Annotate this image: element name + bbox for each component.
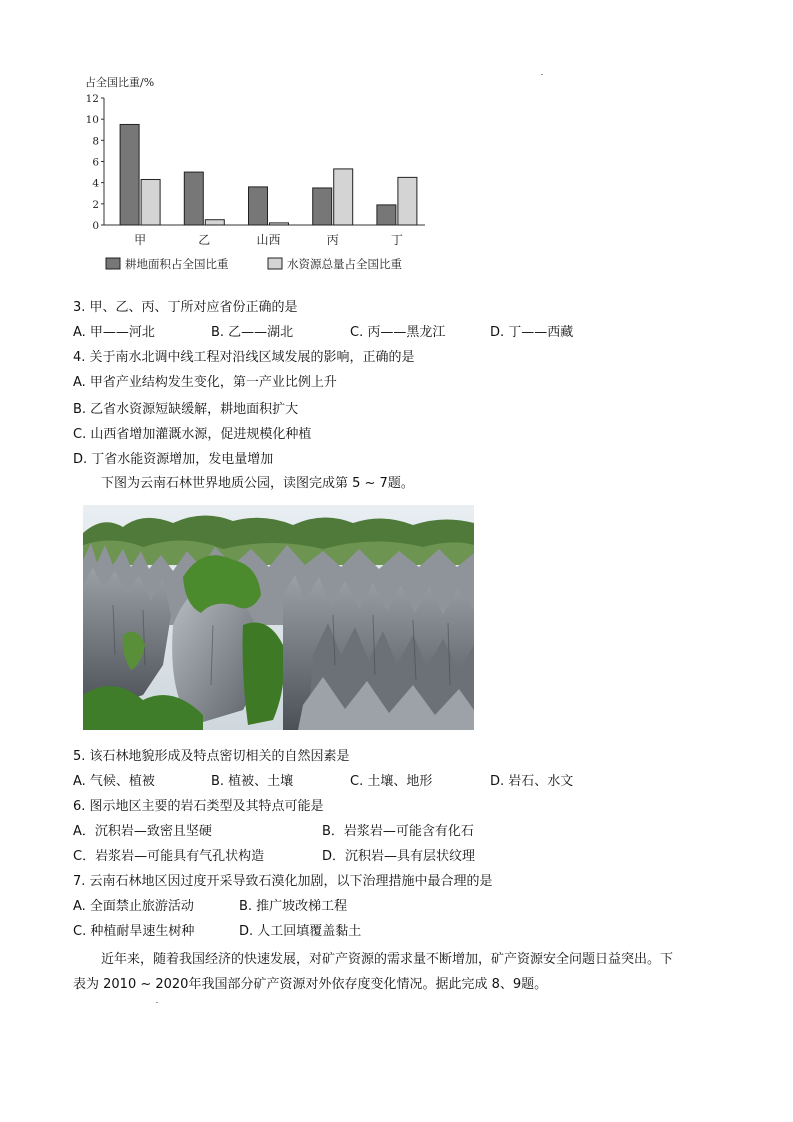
q6-stem: 6. 图示地区主要的岩石类型及其特点可能是 <box>73 799 324 814</box>
scan-speck <box>541 74 543 75</box>
intro-questions-8-9-line2: 表为 2010 ~ 2020年我国部分矿产资源对外依存度变化情况。据此完成 8、9题。 <box>73 977 548 992</box>
q3-stem: 3. 甲、乙、丙、丁所对应省份正确的是 <box>73 300 298 315</box>
stone-forest-illustration <box>83 505 474 730</box>
y-axis-label: 占全国比重/% <box>85 76 155 89</box>
q3-option-a[interactable]: A. 甲——河北 <box>73 325 155 340</box>
q5-option-c[interactable]: C. 土壤、地形 <box>350 774 433 789</box>
x-tick-label: 甲 <box>134 233 147 247</box>
q7-option-b[interactable]: B. 推广坡改梯工程 <box>239 899 348 914</box>
bar-water <box>141 179 160 225</box>
bar-arable <box>313 188 332 225</box>
q3-option-d[interactable]: D. 丁——西藏 <box>490 325 574 340</box>
q3-option-c[interactable]: C. 丙——黑龙江 <box>350 325 446 340</box>
legend-swatch <box>268 258 282 269</box>
q5-option-b[interactable]: B. 植被、土壤 <box>211 774 294 789</box>
q7-option-a[interactable]: A. 全面禁止旅游活动 <box>73 899 194 914</box>
q5-option-a[interactable]: A. 气候、植被 <box>73 774 155 789</box>
bar-water <box>270 223 289 225</box>
intro-questions-8-9-line1: 近年来，随着我国经济的快速发展，对矿产资源的需求量不断增加，矿产资源安全问题日益突出。下 <box>101 952 674 967</box>
q4-stem: 4. 关于南水北调中线工程对沿线区域发展的影响，正确的是 <box>73 350 415 365</box>
q3-option-b[interactable]: B. 乙——湖北 <box>211 325 294 340</box>
q5-option-d[interactable]: D. 岩石、水文 <box>490 774 574 789</box>
q6-option-b[interactable]: B．岩浆岩—可能含有化石 <box>322 824 474 839</box>
x-tick-label: 乙 <box>198 233 211 247</box>
y-tick-label: 8 <box>92 135 99 148</box>
legend-swatch <box>106 258 120 269</box>
q6-option-d[interactable]: D．沉积岩—具有层状纹理 <box>322 849 476 864</box>
y-tick-label: 10 <box>85 114 99 127</box>
x-tick-label: 丁 <box>390 233 403 247</box>
bar-arable <box>249 187 268 225</box>
y-tick-label: 0 <box>92 220 99 232</box>
y-tick-label: 12 <box>85 93 99 105</box>
q7-stem: 7. 云南石林地区因过度开采导致石漠化加剧，以下治理措施中最合理的是 <box>73 874 493 889</box>
q7-option-c[interactable]: C. 种植耐旱速生树种 <box>73 924 195 939</box>
q7-option-d[interactable]: D. 人工回填覆盖黏土 <box>239 924 362 939</box>
y-tick-label: 6 <box>92 156 99 169</box>
bar-chart <box>80 72 440 282</box>
bar-arable <box>377 205 396 225</box>
y-tick-label: 2 <box>92 198 99 211</box>
q5-stem: 5. 该石林地貌形成及特点密切相关的自然因素是 <box>73 749 350 764</box>
q4-option-d[interactable]: D. 丁省水能资源增加，发电量增加 <box>73 452 274 467</box>
x-tick-label: 山西 <box>256 233 281 247</box>
legend-label: 水资源总量占全国比重 <box>287 257 402 271</box>
legend-label: 耕地面积占全国比重 <box>125 257 229 271</box>
q6-option-a[interactable]: A．沉积岩—致密且坚硬 <box>73 824 212 839</box>
bar-water <box>334 169 353 225</box>
scan-speck <box>156 1002 158 1003</box>
bar-arable <box>120 124 139 225</box>
bar-chart-svg <box>80 72 440 282</box>
x-tick-label: 丙 <box>326 233 339 247</box>
bar-water <box>205 220 224 225</box>
q4-option-b[interactable]: B. 乙省水资源短缺缓解，耕地面积扩大 <box>73 402 299 417</box>
intro-questions-5-7: 下图为云南石林世界地质公园，读图完成第 5 ~ 7题。 <box>101 476 414 491</box>
q6-option-c[interactable]: C．岩浆岩—可能具有气孔状构造 <box>73 849 265 864</box>
stone-forest-photo <box>83 505 474 730</box>
q4-option-a[interactable]: A. 甲省产业结构发生变化，第一产业比例上升 <box>73 375 337 390</box>
y-tick-label: 4 <box>92 177 99 190</box>
bar-arable <box>184 172 203 225</box>
q4-option-c[interactable]: C. 山西省增加灌溉水源，促进规模化种植 <box>73 427 312 442</box>
bar-water <box>398 177 417 225</box>
